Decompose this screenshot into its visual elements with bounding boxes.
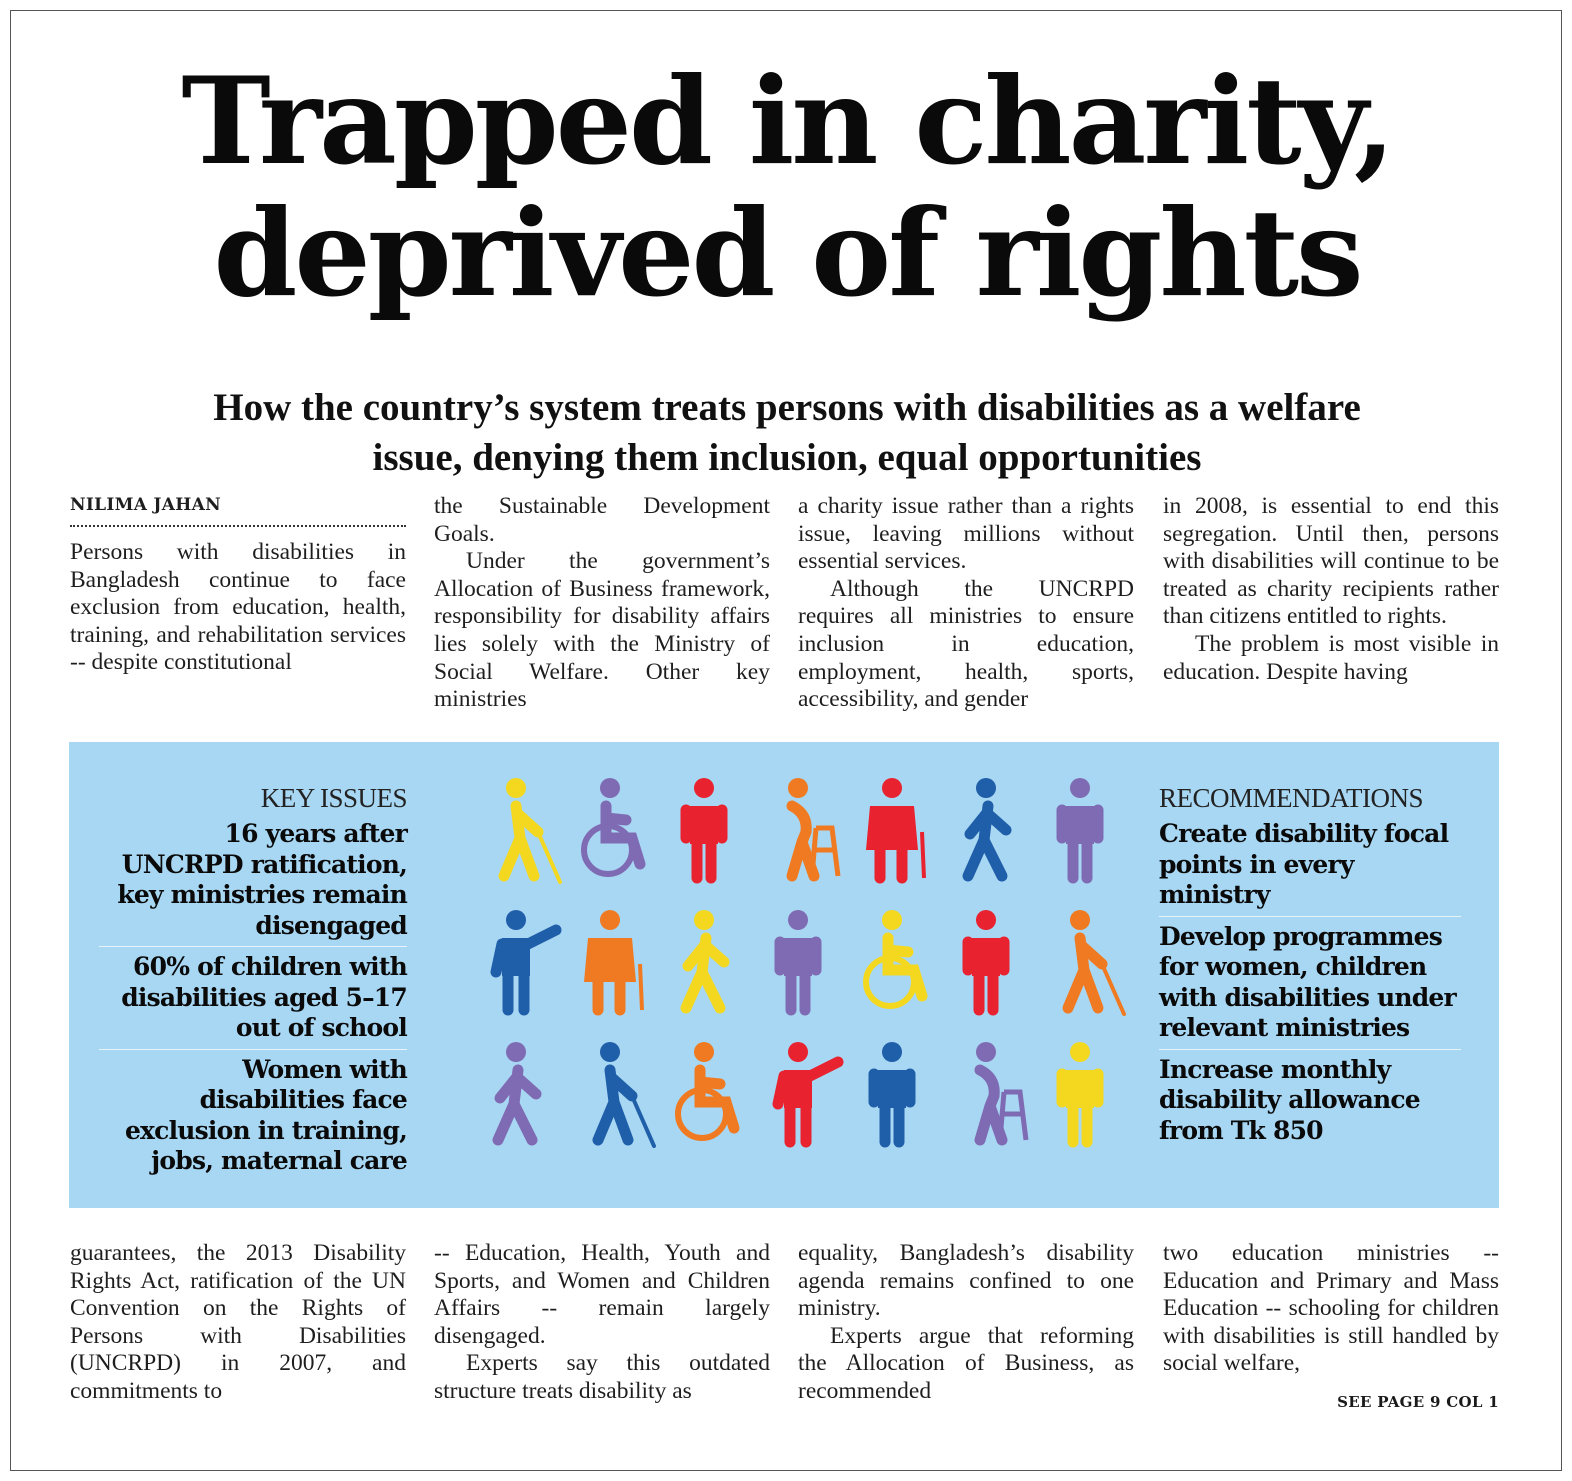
continuation-note[interactable]: SEE PAGE 9 COL 1 [1337,1393,1499,1411]
subheadline-line-2: issue, denying them inclusion, equal opportunities [372,436,1202,479]
top-column-2 [434,493,770,714]
standing-person-icon [780,910,816,1010]
wheelchair-user-icon [866,910,922,1006]
walking-person-icon [686,910,724,1008]
subheadline [11,383,1563,483]
recommendations-heading: RECOMMENDATIONS [1159,783,1424,813]
standing-person-icon [1062,778,1098,878]
paragraph: equality, Bangladesh’s disability agenda remains confined to one ministry. [798,1240,1134,1322]
standing-person-icon [874,1042,910,1142]
key-issue-item: 60% of children with disabilities aged 5–17 out of school [99,947,407,1050]
elderly-cane-user-icon [584,910,642,1010]
recommendation-item: Develop programmes for women, children with disabilities under relevant ministries [1159,917,1461,1050]
recommendation-item: Create disability focal points in every ministry [1159,814,1461,917]
standing-person-icon [968,910,1004,1010]
pointing-person-icon [778,1042,838,1142]
paragraph: Experts argue that reforming the Allocation of Business, as recommended [798,1322,1134,1404]
paragraph: Although the UNCRPD requires all ministries to ensure inclusion in education, employment, health, sports, accessibility, and gender [798,575,1134,713]
recommendations-box [1159,782,1461,1151]
walker-frame-user-icon [788,778,838,876]
disability-icons-illustration [469,762,1129,1182]
key-issues-box [99,782,407,1182]
headline [11,51,1563,324]
bottom-column-3 [798,1240,1134,1406]
key-issue-item: 16 years after UNCRPD ratification, key ministries remain disengaged [99,814,407,947]
paragraph: the Sustainable Development Goals. [434,493,770,547]
bottom-column-4 [1163,1240,1499,1378]
paragraph: -- Education, Health, Youth and Sports, and Women and Children Affairs -- remain largely disengaged. [434,1240,770,1349]
elderly-cane-user-icon [866,778,924,878]
blind-walker-icon [598,1042,654,1146]
wheelchair-user-icon [678,1042,734,1138]
standing-person-icon [686,778,722,878]
bottom-column-2 [434,1240,770,1406]
wheelchair-user-icon [584,778,640,874]
headline-line-1: Trapped in charity, [181,51,1393,192]
key-issue-item: Women with disabilities face exclusion in training, jobs, maternal care [124,1054,407,1175]
paragraph: a charity issue rather than a rights issue, leaving millions without essential services. [798,493,1134,575]
blind-walker-icon [504,778,560,882]
paragraph: two education ministries -- Education and Primary and Mass Education -- schooling for children with disabilities is still handled by social welfare, [1163,1240,1499,1377]
byline: NILIMA JAHAN [70,493,406,527]
walking-person-icon [968,778,1006,876]
pointing-person-icon [496,910,556,1010]
top-column-3 [798,493,1134,714]
paragraph: guarantees, the 2013 Disability Rights Act, ratification of the UN Convention on the Rights of Persons with Disabilities (UNCRPD) in 2007, and commitments to [70,1240,406,1404]
paragraph: Persons with disabilities in Bangladesh continue to face exclusion from education, health, training, and rehabilitation services -- despite constitutional [70,539,406,676]
paragraph: Under the government’s Allocation of Business framework, responsibility for disability affairs lies solely with the Ministry of Social Welfare. Other key ministries [434,548,770,713]
subheadline-line-1: How the country’s system treats persons with disabilities as a welfare [213,386,1361,429]
recommendation-item: Increase monthly disability allowance from Tk 850 [1159,1054,1420,1145]
newspaper-page [10,10,1562,1471]
headline-line-2: deprived of rights [213,183,1361,324]
top-column-4 [1163,493,1499,686]
top-column-1 [70,493,406,677]
paragraph: in 2008, is essential to end this segregation. Until then, persons with disabilities will continue to be treated as charity recipients rather than citizens entitled to rights. [1163,493,1499,630]
blind-walker-icon [1068,910,1124,1014]
bottom-column-1 [70,1240,406,1406]
key-issues-heading: KEY ISSUES [260,783,407,813]
standing-person-icon [1062,1042,1098,1142]
walker-frame-user-icon [976,1042,1026,1140]
paragraph: The problem is most visible in education. Despite having [1163,630,1499,685]
info-panel [69,742,1499,1208]
paragraph: Experts say this outdated structure treats disability as [434,1350,770,1404]
walking-person-icon [498,1042,536,1140]
